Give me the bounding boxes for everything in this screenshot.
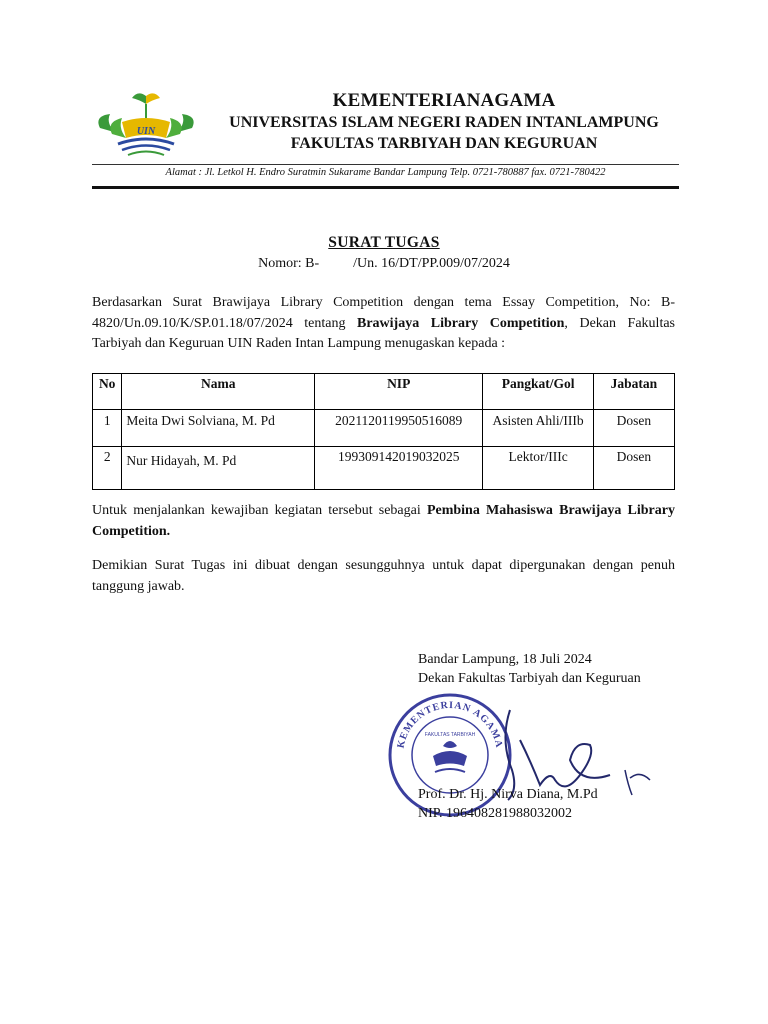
row-nip: 199309142019032025 [315,447,483,490]
number-suffix: /Un. 16/DT/PP.009/07/2024 [353,256,510,271]
closing-paragraph: Demikian Surat Tugas ini dibuat dengan sesungguhnya untuk dapat dipergunakan dengan penuh tanggung jawab. [92,558,675,594]
intro-paragraph [92,293,675,355]
row-nip: 2021120119950516089 [315,410,483,447]
document-title: SURAT TUGAS [328,234,440,251]
logo-text: UIN [136,126,156,137]
table-row [93,410,675,447]
header-divider-thin [92,164,679,165]
row-name: Meita Dwi Solviana, M. Pd [122,410,315,447]
duty-bold: Pembina Mahasiswa Brawijaya Library Competition. [92,503,675,539]
university-heading: UNIVERSITAS ISLAM NEGERI RADEN INTANLAMPUNG [229,114,659,131]
duty-text: Untuk menjalankan kewajiban kegiatan tersebut sebagai [92,503,427,518]
signatory-name: Prof. Dr. Hj. Nirva Diana, M.Pd [418,787,598,802]
intro-text: Berdasarkan Surat Brawijaya Library Competition dengan tema Essay Competition, No: B-4820/Un.09.10/K/SP.01.18/07/2024 tentang [92,295,675,331]
ministry-heading: KEMENTERIANAGAMA [332,90,556,111]
intro-text-end: , Dekan Fakultas Tarbiyah dan Keguruan UIN Raden Intan Lampung menugaskan kepada : [92,315,675,351]
table-header-row [93,374,675,410]
header-no: No [93,374,122,410]
row-no: 1 [93,410,122,447]
stamp-outer-text: KEMENTERIAN AGAMA [395,699,505,750]
row-jabatan: Dosen [593,447,674,490]
faculty-heading: FAKULTAS TARBIYAH DAN KEGURUAN [290,135,598,152]
header-nama: Nama [122,374,315,410]
table-row [93,447,675,490]
signatory-nip: NIP. 196408281988032002 [418,806,573,821]
uin-logo-icon [92,88,200,160]
row-no: 2 [93,447,122,490]
document-number [0,256,768,272]
signature-place-date: Bandar Lampung, 18 Juli 2024 [418,652,592,667]
assignment-table [92,373,675,490]
row-pangkat: Lektor/IIIc [483,447,594,490]
number-prefix: Nomor: B- [258,256,320,271]
header-nip: NIP [315,374,483,410]
row-pangkat: Asisten Ahli/IIIb [483,410,594,447]
duty-paragraph [92,501,675,542]
header-jabatan: Jabatan [593,374,674,410]
intro-bold: Brawijaya Library Competition [357,315,565,331]
header-divider-thick [92,186,679,189]
row-jabatan: Dosen [593,410,674,447]
stamp-inner-text: FAKULTAS TARBIYAH [424,732,476,738]
address-line: Alamat : Jl. Letkol H. Endro Suratmin Sukarame Bandar Lampung Telp. 0721-780887 fax. 0721-780422 [165,167,606,178]
signature-role: Dekan Fakultas Tarbiyah dan Keguruan [418,671,641,686]
header-pangkat: Pangkat/Gol [483,374,594,410]
row-name: Nur Hidayah, M. Pd [122,447,315,490]
